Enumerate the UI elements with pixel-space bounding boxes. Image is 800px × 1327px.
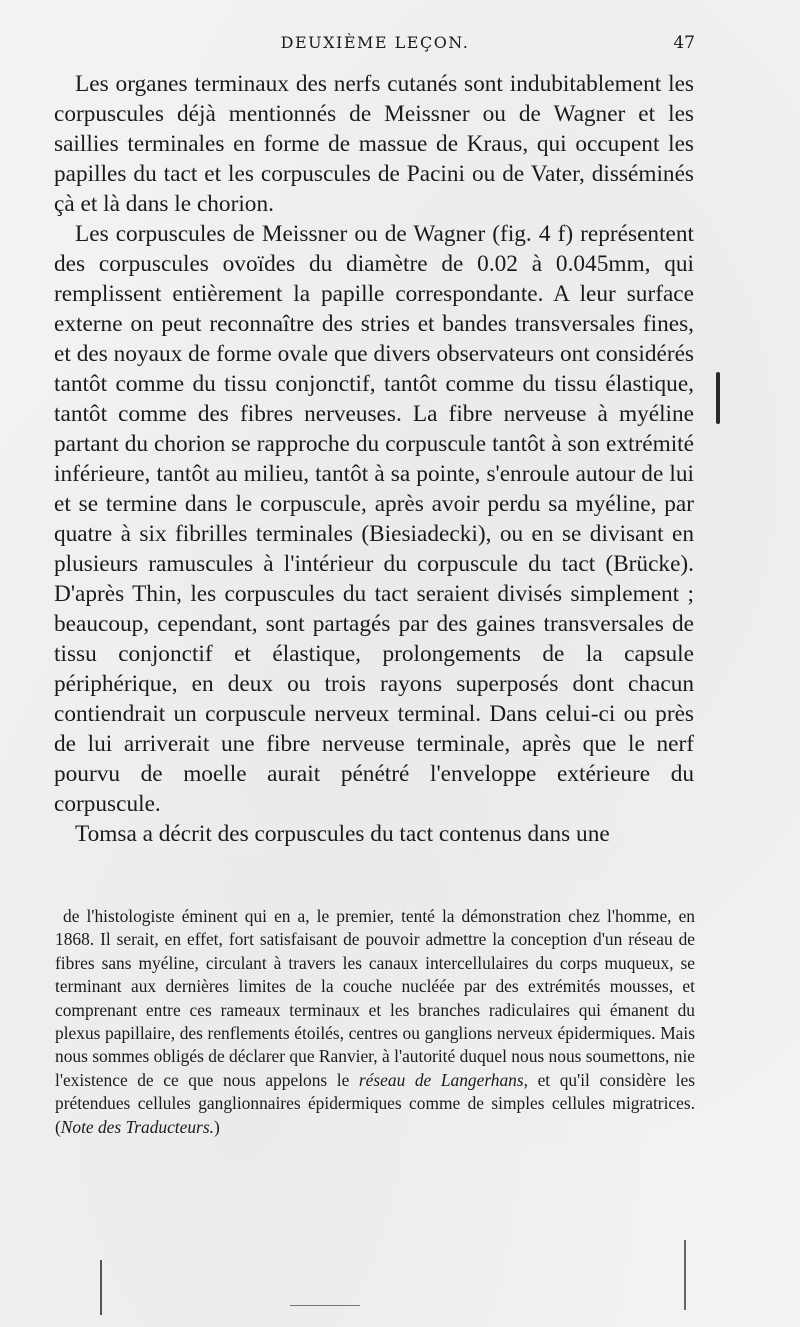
paragraph-3: Tomsa a décrit des corpuscules du tact contenus dans une — [75, 821, 610, 847]
footnote-italic-langerhans: réseau de Langerhans, — [358, 1069, 528, 1090]
paragraph-1: Les organes terminaux des nerfs cutanés sont indubitablement les corpuscules déjà mentionnés de Meissner ou de Wagner et les saillies terminales en forme de massue de Kraus, qui occupent les papilles du tact et les corpuscules de Pacini ou de Vater, disséminés çà et là dans le chorion. — [54, 71, 694, 217]
paragraph-2: Les corpuscules de Meissner ou de Wagner (fig. 4 f) représentent des corpuscules ovoïdes du diamètre de 0.02 à 0.045mm, qui remplissent entièrement la papille correspondante. A leur surface externe on peut reconnaître des stries et bandes transversales fines, et des noyaux de forme ovale que divers observateurs ont considérés tantôt comme du tissu conjonctif, tantôt comme du tissu élastique, tantôt comme des fibres nerveuses. La fibre nerveuse à myéline partant du chorion se rapproche du corpuscule tantôt à son extrémité inférieure, tantôt au milieu, tantôt à sa pointe, s'enroule autour de lui et se termine dans le corpuscule, après avoir perdu sa myéline, par quatre à six fibrilles terminales (Biesiadecki), ou en se divisant en plusieurs ramuscules à l'intérieur du corpuscule du tact (Brücke). D'après Thin, les corpuscules du tact seraient divisés simplement ; beaucoup, cependant, sont partagés par des gaines transversales de tissu conjonctif et élastique, prolongements de la capsule périphérique, en deux ou trois rayons superposés dont chacun contiendrait un corpuscule nerveux terminal. Dans celui-ci ou près de lui arriverait une fibre nerveuse terminale, après que le nerf pourvu de moelle aurait pénétré l'enveloppe extérieure du corpuscule. — [54, 221, 694, 817]
footnote-paragraph — [55, 905, 695, 1139]
footnote — [55, 905, 695, 1139]
page-header — [55, 33, 695, 57]
scan-artifact-dash — [290, 1305, 360, 1306]
main-text — [54, 69, 694, 849]
footnote-text-2: et qu'il considère les prétendues cellules ganglionnaires épidermiques comme de simples cellules migratrices. ( — [55, 1069, 695, 1137]
margin-bracket-mark — [716, 372, 720, 424]
footnote-text-1: de l'histologiste éminent qui en a, le premier, tenté la démonstration chez l'homme, en 1868. Il serait, en effet, fort satisfaisant de pouvoir admettre la conception d'un réseau de fibres sans myéline, circulant à travers les canaux intercellulaires du corps muqueux, se terminant aux dernières limites de la couche nucléée par des extrémités mousses, et comprenant entre ces rameaux terminaux et les branches radiculaires qui émanent du plexus papillaire, des renflements étoilés, centres ou ganglions nerveux épidermiques. Mais nous sommes obligés de déclarer que Ranvier, à l'autorité duquel nous nous soumettons, nie l'existence de ce que nous appelons le — [55, 906, 695, 1090]
scan-artifact-left — [100, 1260, 102, 1315]
page-number: 47 — [673, 33, 695, 53]
footnote-italic-translators-note: Note des Traducteurs. — [60, 1116, 214, 1137]
footnote-text-3: ) — [213, 1116, 220, 1137]
scan-artifact-right — [684, 1240, 686, 1310]
running-title: DEUXIÈME LEÇON. — [280, 33, 470, 52]
